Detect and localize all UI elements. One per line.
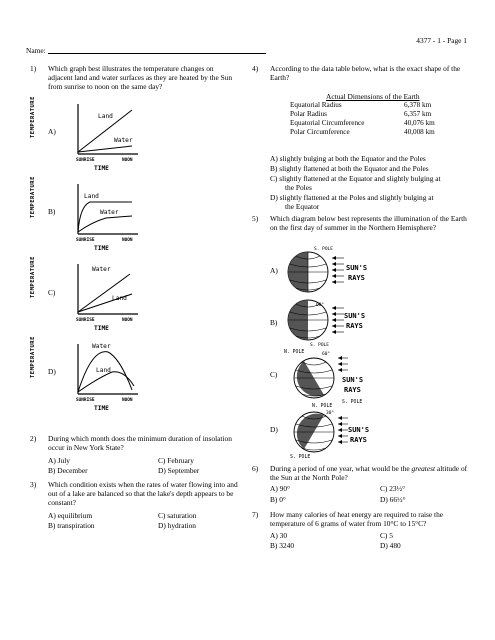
npole-label: N. POLE [312, 404, 333, 409]
q6-choice-c[interactable]: C) 23½° [380, 484, 406, 493]
q6-choice-b[interactable]: B) 0° [270, 495, 286, 504]
q3-choice-a[interactable]: A) equilibrium [48, 511, 93, 520]
q6-text [270, 464, 470, 482]
q1-option-d[interactable]: D) [48, 367, 56, 376]
spole-label: S. POLE [314, 247, 333, 252]
row-label: Equatorial Radius [290, 101, 342, 109]
q1-graph-b [30, 176, 142, 256]
noon-label: NOON [122, 158, 133, 163]
npole-label: N. POLE [284, 350, 305, 355]
q1-text: Which graph best illustrates the temperature changes on adjacent land and water surfaces as they are heated by the Sun from sunrise to noon on the same day? [48, 64, 233, 92]
row-label: Polar Circumference [290, 128, 350, 136]
rays-label: RAYS [346, 322, 363, 330]
q4-table-title: Actual Dimensions of the Earth [326, 92, 420, 101]
suns-label: SUN'S [342, 376, 364, 384]
rays-label: RAYS [348, 274, 365, 282]
row-label: Equatorial Circumference [290, 119, 365, 127]
land-label: Land [112, 295, 127, 302]
q1-option-a[interactable]: A) [48, 127, 56, 136]
table-row [290, 128, 439, 137]
rays-label: RAYS [344, 386, 361, 394]
table-row [290, 110, 439, 119]
name-label: Name: [26, 46, 46, 55]
row-label: Polar Radius [290, 110, 327, 118]
q5-text: Which diagram below best represents the illumination of the Earth on the first day of summer in the Northern Hemisphere? [270, 214, 467, 233]
q5-diagram-c [282, 348, 382, 404]
q5-option-d[interactable]: D) [270, 425, 278, 434]
deg-label: 30° [326, 411, 335, 416]
q2-choice-b[interactable]: B) December [48, 466, 88, 475]
water-label: Water [114, 137, 133, 144]
row-value: 40,008 km [404, 128, 435, 136]
noon-label: NOON [122, 318, 133, 323]
x-axis-label: TIME [94, 405, 109, 412]
y-axis-label: TEMPERATURE [30, 336, 36, 378]
sunrise-label: SUNRISE [76, 318, 95, 323]
noon-label: NOON [122, 238, 133, 243]
name-field[interactable] [26, 46, 46, 55]
x-axis-label: TIME [94, 245, 109, 252]
q5-option-c[interactable]: C) [270, 370, 278, 379]
q6-choice-a[interactable]: A) 90° [270, 484, 290, 493]
spole-label: S. POLE [290, 455, 311, 460]
q7-number: 7) [252, 510, 259, 519]
q1-graph-d [30, 336, 142, 416]
q3-choice-c[interactable]: C) saturation [158, 511, 197, 520]
water-line [78, 146, 132, 152]
q6-text-emphasis: greatest [411, 464, 436, 473]
water-label: Water [92, 266, 111, 273]
q4-choice-d[interactable]: D) slightly flattened at the Poles and slightly bulging at [270, 193, 434, 202]
q2-choice-a[interactable]: A) July [48, 456, 70, 465]
deg-label: 60° [322, 352, 331, 357]
water-line [78, 274, 130, 312]
q2-choice-c[interactable]: C) February [158, 456, 194, 465]
q3-text: Which condition exists when the rates of water flowing into and out of a lake are balanced so that the lake's depth appears to be constant? [48, 480, 238, 508]
q1-option-c[interactable]: C) [48, 288, 56, 297]
y-axis-label: TEMPERATURE [30, 96, 36, 138]
q4-choice-b[interactable]: B) slightly flattened at both the Equator and the Poles [270, 164, 429, 173]
deg-label: 60° [316, 303, 325, 308]
table-row [290, 119, 439, 128]
q7-choice-c[interactable]: C) 5 [380, 531, 393, 540]
row-value: 6,378 km [404, 101, 432, 109]
sunrise-label: SUNRISE [76, 398, 95, 403]
q5-diagram-b [282, 296, 382, 350]
sunrise-label: SUNRISE [76, 158, 95, 163]
q7-choice-d[interactable]: D) 480 [380, 541, 401, 550]
q5-number: 5) [252, 214, 259, 223]
land-label: Land [84, 193, 99, 200]
q4-data-table [290, 101, 439, 137]
name-line [48, 53, 266, 54]
row-value: 6,357 km [404, 110, 432, 118]
q1-graph-c [30, 256, 142, 336]
q6-text-pre: During a period of one year, what would be the [270, 464, 412, 473]
q4-choice-c-cont: the Poles [285, 183, 312, 192]
q6-number: 6) [252, 464, 259, 473]
suns-label: SUN'S [346, 264, 368, 272]
q1-option-b[interactable]: B) [48, 207, 56, 216]
q7-choice-b[interactable]: B) 3240 [270, 541, 295, 550]
q2-number: 2) [30, 434, 37, 443]
q2-text: During which month does the minimum duration of insolation occur in New York State? [48, 434, 232, 453]
suns-label: SUN'S [344, 312, 366, 320]
q3-choice-b[interactable]: B) transpiration [48, 521, 95, 530]
q5-option-b[interactable]: B) [270, 318, 278, 327]
q1-number: 1) [30, 64, 37, 73]
spole-label: S. POLE [342, 400, 363, 405]
x-axis-label: TIME [94, 325, 109, 332]
q4-text: According to the data table below, what is the exact shape of the Earth? [270, 64, 461, 83]
land-label: Land [96, 367, 111, 374]
q6-text-post: altitude of the Sun at the North Pole? [270, 464, 468, 483]
rays-label: RAYS [350, 436, 367, 444]
q4-choice-a[interactable]: A) slightly bulging at both the Equator and the Poles [270, 154, 426, 163]
q6-choice-d[interactable]: D) 66½° [380, 495, 406, 504]
q1-graph-a [30, 96, 142, 176]
noon-label: NOON [122, 398, 133, 403]
y-axis-label: TEMPERATURE [30, 256, 36, 298]
row-value: 40,076 km [404, 119, 435, 127]
y-axis-label: TEMPERATURE [30, 176, 36, 218]
q5-diagram-a [282, 244, 382, 298]
q7-choice-a[interactable]: A) 30 [270, 531, 288, 540]
q7-text: How many calories of heat energy are required to raise the temperature of 6 grams of water from 10°C to 15°C? [270, 510, 444, 529]
q4-choice-d-cont: the Equator [285, 202, 320, 211]
page-id: 4377 - 1 - Page 1 [416, 36, 467, 45]
q5-diagram-d [282, 402, 382, 460]
q5-option-a[interactable]: A) [270, 266, 278, 275]
sunrise-label: SUNRISE [76, 238, 95, 243]
water-line [78, 216, 132, 232]
q4-choice-c[interactable]: C) slightly flattened at the Equator and slightly bulging at [270, 174, 441, 183]
x-axis-label: TIME [94, 165, 109, 172]
suns-label: SUN'S [348, 426, 370, 434]
water-label: Water [100, 209, 119, 216]
table-row [290, 101, 439, 110]
q3-number: 3) [30, 480, 37, 489]
spole-label: S. POLE [310, 343, 329, 348]
q2-choice-d[interactable]: D) September [158, 466, 200, 475]
q3-choice-d[interactable]: D) hydration [158, 521, 196, 530]
land-label: Land [98, 113, 113, 120]
q4-number: 4) [252, 64, 259, 73]
water-label: Water [92, 343, 111, 350]
